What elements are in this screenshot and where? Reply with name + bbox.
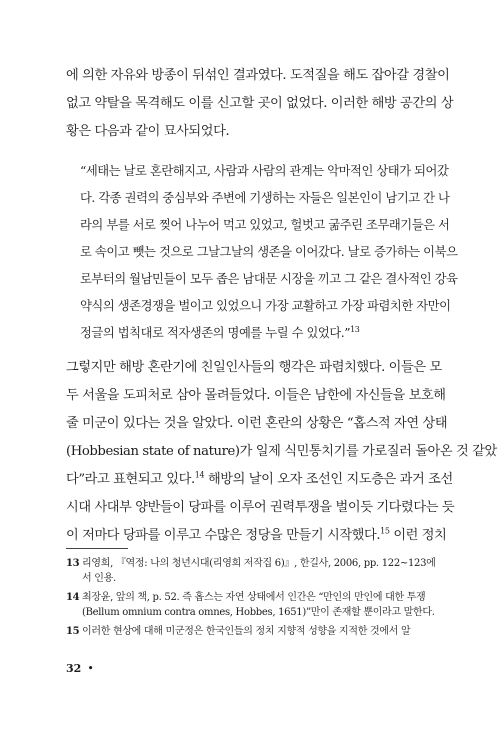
footnote-line: 서 인용. (82, 573, 116, 584)
footnote-number: 15 (66, 626, 80, 637)
footnote-number: 14 (66, 592, 80, 603)
footnote-line: (Bellum omnium contra omnes, Hobbes, 1651)”만이 존재할 뿐이라고 말한다. (82, 607, 435, 618)
footnote-ref-13[interactable]: 13 (350, 324, 360, 334)
footnote-line: 최장윤, 앞의 책, p. 52. 즉 홉스는 자연 상태에서 인간은 “만인의 만인에 대한 투쟁 (82, 592, 426, 603)
page-number: 32 (66, 662, 82, 675)
text-line: 시대 사대부 양반들이 당파를 이루어 권력투쟁을 벌이듯 기다렸다는 듯 (66, 500, 455, 515)
footnote-divider (66, 548, 128, 549)
footnote-line: 리영희, 『역정: 나의 청년시대(리영희 저작집 6)』, 한길사, 2006, pp. 122~123에 (82, 558, 436, 569)
footnote-13 (66, 556, 446, 586)
footnote-number: 13 (66, 558, 80, 569)
quote-line: 로부터의 월남민들이 모두 좁은 남대문 시장을 끼고 그 같은 결사적인 강육 (80, 272, 458, 286)
text-line: (Hobbesian state of nature)가 일제 식민통치기를 가로질러 돌아온 것 같았 (66, 444, 497, 459)
footnote-text (82, 590, 446, 620)
text-segment: 이 저마다 당파를 이루고 수많은 정당을 만들기 시작했다. (66, 528, 381, 543)
page-folio (66, 662, 94, 675)
text-segment: 이런 정치 (389, 528, 447, 543)
paragraph-opening (66, 62, 454, 146)
footnote-15 (66, 624, 446, 639)
quote-line: “세태는 날로 혼란해지고, 사람과 사람의 관계는 악마적인 상태가 되어갔 (80, 164, 449, 178)
footnote-line: 이러한 현상에 대해 미군정은 한국인들의 정치 지향적 성향을 지적한 것에서 알 (82, 626, 411, 637)
quote-line: 약식의 생존경쟁을 벌이고 있었으니 가장 교활하고 가장 파렴치한 자만이 (80, 299, 451, 313)
quote-line: 로 속이고 뺏는 것으로 그날그날의 생존을 이어갔다. 날로 증가하는 이북으 (80, 245, 458, 259)
text-line: 그렇지만 해방 혼란기에 친일인사들의 행각은 파렴치했다. 이들은 모 (66, 360, 442, 375)
footnote-text (82, 624, 446, 639)
footnote-ref-15[interactable]: 15 (380, 526, 390, 536)
footnote-14 (66, 590, 446, 620)
text-segment: 해방의 날이 오자 조선인 지도층은 과거 조선 (204, 472, 453, 487)
text-line: 줄 미군이 있다는 것을 알았다. 이런 혼란의 상황은 “홉스적 자연 상태 (66, 416, 448, 431)
footnote-text (82, 556, 446, 586)
quote-line: 라의 부를 서로 찢어 나누어 먹고 있었고, 헐벗고 굶주린 조무래기들은 서 (80, 218, 450, 232)
quote-line (80, 320, 430, 347)
text-line: 에 의한 자유와 방종이 뒤섞인 결과였다. 도적질을 해도 잡아갈 경찰이 (66, 68, 450, 83)
block-quote (80, 158, 458, 347)
paragraph-main (66, 354, 497, 550)
bullet-icon: • (87, 662, 94, 675)
quote-line: 다. 각종 권력의 중심부와 주변에 기생하는 자들은 일본인이 남기고 간 나 (80, 191, 450, 205)
text-line (66, 522, 447, 550)
footnote-ref-14[interactable]: 14 (194, 470, 205, 480)
text-line: 두 서울을 도피처로 삼아 몰려들었다. 이들은 남한에 자신들을 보호해 (66, 388, 446, 403)
quote-line-text: 정글의 법칙대로 적자생존의 명예를 누릴 수 있었다.” (80, 326, 351, 340)
text-line: 황은 다음과 같이 묘사되었다. (66, 124, 230, 139)
text-line: 없고 약탈을 목격해도 이를 신고할 곳이 없었다. 이러한 해방 공간의 상 (66, 96, 454, 111)
footnotes (66, 556, 446, 643)
text-segment: 다”라고 표현되고 있다. (66, 472, 195, 487)
text-line (66, 466, 453, 494)
